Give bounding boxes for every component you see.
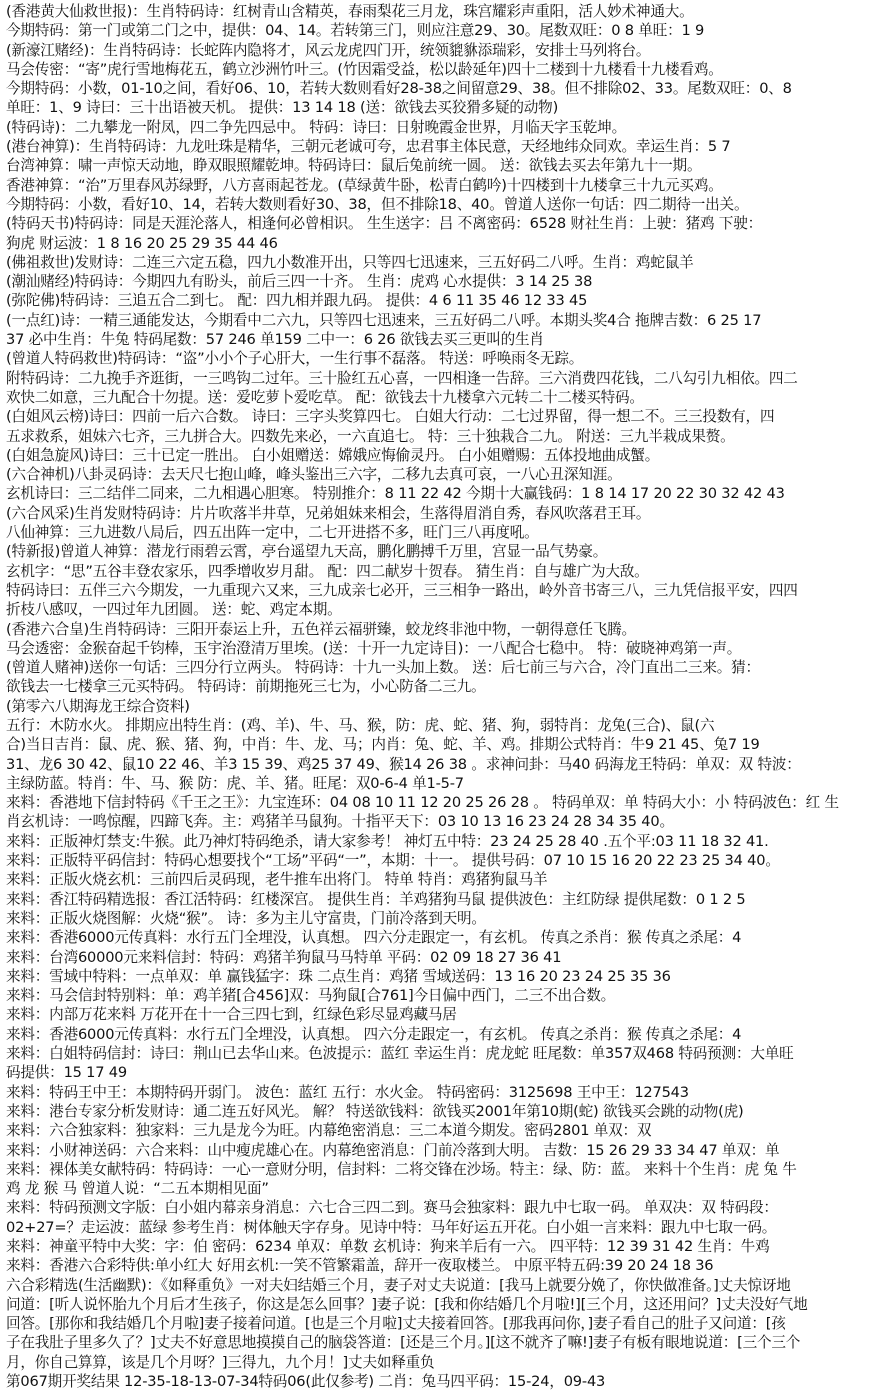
text-line: 来料：雪域中特料：一点单双：单 赢钱猛字：珠 二点生肖：鸡猪 雪域送码：13 16 20 23 24 25 35 36 bbox=[6, 967, 671, 985]
text-line: 来料：香港六合彩特供:单小红大 好用玄机:一笑不管繁霜盖，辞开一夜取楼兰。 中原平特五码:39 20 24 18 36 bbox=[6, 1257, 714, 1275]
text-line: 马会透密：金猴奋起千钧棒，玉宇治澄清万里埃。(送：十开一九定诗目)：一八配合七稳中。 特：破晓神鸡第一声。 bbox=[6, 639, 742, 657]
text-line: 02+27=？走运波：蓝绿 参考生肖：树体触天字存身。见诗中特：马年好运五开花。白小姐一言来料：跟九中七取一码。 bbox=[6, 1218, 777, 1236]
text-line: (一点红)诗：一精三通能发达，今期看中二六九，只等四七迅速来，三五好码二八呼。本期头奖4合 拖牌吉数：6 25 17 bbox=[6, 311, 762, 329]
text-line: (香港六合皇)生肖特码诗：三阳开泰运上升，五色祥云福骈臻，蛟龙终非池中物，一朝得意任飞腾。 bbox=[6, 620, 636, 638]
text-line: 玄机字：“思”五谷丰登农家乐，四季增收岁月甜。 配：四二献岁十贺春。 猜生肖：自与雄广为大敌。 bbox=[6, 562, 649, 580]
text-line: 来料：香港6000元传真料：水行五门全埋没，认真想。 四六分走跟定一，有玄机。 传真之杀肖：猴 传真之杀尾：4 bbox=[6, 929, 742, 947]
text-line: 今期特码：小数，看好10、14，若转大数则看好30、38，但不排除18、40。曾道人送你一句话：四二期待一出关。 bbox=[6, 195, 749, 213]
text-line: (特新报)曾道人神算：潜龙行雨碧云霄，亭台遥望九天高，鹏化鹏搏千万里，宫显一品气势豪。 bbox=[6, 543, 608, 561]
text-line: (潮汕赌经)特码诗：今期四九有盼头，前后三四一十齐。 生肖：虎鸡 心水提供：3 14 25 38 bbox=[6, 273, 593, 291]
text-line: 香港神算：“治”万里春风苏绿野，八方喜雨起苍龙。(草绿黄牛卧，松青白鹤吟)十四楼到十九楼拿三十九元买鸡。 bbox=[6, 176, 723, 194]
text-line: 来料：马会信封特别料：单：鸡羊猪[合456]双：马狗鼠[合761]今日偏中西门，二三不出合数。 bbox=[6, 987, 616, 1005]
text-line: 六合彩精选(生活幽默)：《如释重负》一对夫妇结婚三个月，妻子对丈夫说道：[我马上就要分娩了，你快做准备。]丈夫惊讶地 bbox=[6, 1276, 791, 1294]
text-line: 来料：裸体美女献特码：特码诗：一心一意财分明，信封料：二将交锋在沙场。特主：绿、防：蓝。 来料十个生肖：虎 兔 牛 bbox=[6, 1160, 797, 1178]
text-line: 折枝八感叹，一四过年九团圆。 送：蛇、鸡定本期。 bbox=[6, 601, 342, 619]
text-line: (香港黄大仙救世报)：生肖特码诗：红树青山含精英，春雨梨花三月龙，珠宫耀彩声重阳，活人妙术神通大。 bbox=[6, 3, 694, 20]
text-line: (特码天书)特码诗：同是天涯沦落人，相逢何必曾相识。 生生送字：吕 不离密码：6528 财社生肖：上驶：猪鸡 下驶： bbox=[6, 215, 762, 233]
text-line: 马会传密：“寄”虎行雪地梅花五，鹤立沙洲竹叶三。(竹因霜受益，松以龄延年)四十二楼到十九楼看十九楼看鸡。 bbox=[6, 60, 723, 78]
text-line: 附特码诗：二九挽手齐逛街，一三鸣钩二过年。三十脸红五心喜，一四相逢一告辞。三六消费四花钱，二八勾引九相依。四二 bbox=[6, 369, 798, 387]
text-line: 肖玄机诗：一鸣惊醒，四蹄飞奔。主：鸡猪羊马鼠狗。十指平天下：03 10 13 16 23 24 28 34 35 40。 bbox=[6, 813, 674, 831]
text-line: 五行：木防水火。 排期应出特生肖：(鸡、羊)、牛、马、猴，防：虎、蛇、猪、狗，弱特肖：龙兔(三合)、鼠(六 bbox=[6, 716, 715, 734]
text-line: (佛祖救世)发财诗：二连三六定五稳，四九小数准开出，只等四七迅速来，三五好码二八呼。生肖：鸡蛇鼠羊 bbox=[6, 253, 694, 271]
text-line: 第067期开奖结果 12-35-18-13-07-34特码06(此仅参考) 二肖：兔马四平码：15-24，09-43 bbox=[6, 1373, 606, 1391]
text-line: (白姐急旋风)诗曰：三十已定一胜出。 白小姐赠送：嫦娥应悔偷灵丹。 白小姐赠赐：五体投地曲成蟹。 bbox=[6, 446, 660, 464]
text-line: (第零六八期海龙王综合资料) bbox=[6, 697, 190, 715]
text-line: (曾道人赌神)送你一句话：三四分行立两头。 特码诗：十九一头加上数。 送：后七前三与六合，冷门直出二三来。猜： bbox=[6, 659, 760, 677]
text-line: 来料：正版火烧玄机：三前四后灵码现，老牛推车出将门。 特单 特肖：鸡猪狗鼠马羊 bbox=[6, 871, 548, 889]
text-line: 鸡 龙 猴 马 曾道人说：“二五本期相见面” bbox=[6, 1180, 269, 1198]
text-line: 特码诗曰：五伴三六今期发，一九重现六又来，三九成亲七必开，三三相争一路出，岭外音书寄三八，三九凭信报平安，四四 bbox=[6, 581, 798, 599]
text-line: (新濠江赌经)：生肖特码诗：长蛇阵内隐将才，风云龙虎四门开，统领貔貅添瑞彩，安排士马列将台。 bbox=[6, 41, 651, 59]
text-line: 合)当日吉肖：鼠、虎、猴、猪、狗，中肖：牛、龙、马；内肖：兔、蛇、羊、鸡。排期公式特肖：牛9 21 45、兔7 19 bbox=[6, 736, 760, 754]
text-line: 今期特码：第一门或第二门之中，提供：04、14。若转第三门，则应注意29、30。尾数双旺：0 8 单旺：1 9 bbox=[6, 22, 705, 40]
text-line: 来料：台湾60000元来料信封：特码：鸡猪羊狗鼠马马特单 平码：02 09 18 27 36 41 bbox=[6, 948, 562, 966]
text-line: 来料：神童平特中大奖：字：伯 密码：6234 单双：单数 玄机诗：狗来羊后有一六。 四平特：12 39 31 42 生肖：牛鸡 bbox=[6, 1238, 770, 1255]
text-line: (曾道人特码救世)特码诗：“盗”小小个子心肝大，一生行事不磊落。 特送：呼唤雨冬无踪。 bbox=[6, 350, 584, 368]
text-line: 回答。[那你和我结婚几个月啦]妻子接着问道。[也是三个月啦]丈夫接着回答。[那我再问你，]妻子看自己的肚子又问道：[孩 bbox=[6, 1315, 786, 1333]
text-line: 主绿防蓝。特肖：牛、马、猴 防：虎、羊、猪。旺尾：双0-6-4 单1-5-7 bbox=[6, 774, 464, 792]
text-line: 31、龙6 30 42、鼠10 22 46、羊3 15 39、鸡25 37 49、猴14 26 38 。求神问卦：马40 码海龙王特码：单双：双 特波： bbox=[6, 755, 801, 773]
text-line: (六合风采)生肖发财特码诗：片片吹落半井草，兄弟姐妹来相会，生落得眉消自秀，春风吹落君王耳。 bbox=[6, 504, 651, 522]
text-line: 37 必中生肖：牛兔 特码尾数：57 246 单159 二中一：6 26 欲钱去买三更叫的生肖 bbox=[6, 331, 544, 349]
text-line: 狗虎 财运波：1 8 16 20 25 29 35 44 46 bbox=[6, 234, 278, 252]
text-line: 台湾神算：啸一声惊天动地，睁双眼照耀乾坤。特码诗曰：鼠后兔前统一圆。 送：欲钱去买去年第九十一期。 bbox=[6, 157, 702, 175]
text-line: 来料：正版火烧图解：火烧“猴”。 诗：多为主儿守富贵，门前冷落到天明。 bbox=[6, 909, 486, 927]
text-line: 问道：[听人说怀胎九个月后才生孩子，你这是怎么回事？]妻子说：[我和你结婚几个月啦!][三个月，这还用问？]丈夫没好气地 bbox=[6, 1295, 808, 1313]
text-line: (六合神机)八卦灵码诗：去天尺七抱山峰，峰头鉴出三六字，二移九去真可哀，一八心丑深知涯。 bbox=[6, 466, 622, 484]
text-line: 八仙神算：三九进数八局后，四五出阵一定中，二七开进搭不多，旺门三八再度吼。 bbox=[6, 524, 539, 542]
text-line: 来料：正版神灯禁支:牛猴。此乃神灯特码绝杀，请大家参考！ 神灯五中特：23 24 25 28 40 .五个平:03 11 18 32 41. bbox=[6, 832, 769, 850]
text-line: 今期特码：小数，01-10之间，看好06、10，若转大数则看好28-38之间留意29、38。但不排除02、33。尾数双旺：0、8 bbox=[6, 80, 792, 98]
text-line: 来料：香江特码精选报：香江活特码：红楼深宫。 提供生肖：羊鸡猪狗马鼠 提供波色：主红防绿 提供尾数：0 1 2 5 bbox=[6, 890, 746, 908]
text-line: 五求救系，姐妹六七齐，三九拼合大。四数先来必，一六直追七。 特：三十独栽合二九。 附送：三九半栽成果赘。 bbox=[6, 427, 735, 445]
text-line: 来料：特码王中王：本期特码开弱门。 波色：蓝红 五行：水火金。 特码密码：3125698 王中王：127543 bbox=[6, 1083, 689, 1101]
text-line: (白姐风云榜)诗曰：四前一后六合数。 诗曰：三字头奖算四七。 白姐大行动：二七过界留，得一想二不。三三投数有，四 bbox=[6, 408, 775, 426]
text-line: 来料：小财神送码：六合来料：山中瘦虎雄心在。内幕绝密消息：门前冷落到大明。 吉数：15 26 29 33 34 47 单双：单 bbox=[6, 1141, 780, 1159]
text-line: 来料：内部万花来料 万花开在十一合三四七到，红绿色彩尽显鸡藏马居 bbox=[6, 1006, 457, 1024]
text-line: (弥陀佛)特码诗：三追五合二到七。 配：四九相并跟九码。 提供：4 6 11 35 46 12 33 45 bbox=[6, 292, 588, 310]
text-line: 码提供：15 17 49 bbox=[6, 1064, 127, 1082]
text-line: 来料：港台专家分析发财诗：通二连五好风光。 解？ 特送欲钱料：欲钱买2001年第10期(蛇) 欲钱买会跳的动物(虎) bbox=[6, 1102, 744, 1120]
text-line: 来料：香港6000元传真料：水行五门全埋没，认真想。 四六分走跟定一，有玄机。 传真之杀肖：猴 传真之杀尾：4 bbox=[6, 1025, 742, 1043]
text-line: 来料：白姐特码信封：诗曰：荆山已去华山来。色波提示：蓝红 幸运生肖：虎龙蛇 旺尾数：单357双468 特码预测：大单旺 bbox=[6, 1045, 794, 1063]
text-line: 单旺：1、9 诗曰：三十出语被天机。 提供：13 14 18 (送：欲钱去买狡猾多疑的动物) bbox=[6, 99, 559, 117]
text-line: 月，你自己算算，该是几个月呀？]三得九，九个月！]丈夫如释重负 bbox=[6, 1353, 435, 1371]
text-line: 来料：特码预测文字版：白小姐内幕亲身消息：六七合三四二到。赛马会独家料：跟九中七取一码。 单双决：双 特码段： bbox=[6, 1199, 778, 1217]
text-line: 子在我肚子里多久了？]丈夫不好意思地摸摸自己的脑袋答道：[还是三个月。][这不就齐了嘛!]妻子有板有眼地说道：[三个三个 bbox=[6, 1334, 801, 1352]
text-line: (港台神算)：生肖特码诗：九龙吐珠是精华，三朝元老诚可夸，忠君事主体民意，天经地纬众同欢。幸运生肖：5 7 bbox=[6, 138, 731, 156]
text-line: 欢快二如意，三九配合十勿提。送：爱吃萝卜爱吃草。 配：欲钱去十九楼拿六元转二十二楼买特码。 bbox=[6, 388, 644, 406]
text-line: 来料：香港地下信封特码《千王之王》：九宝连环：04 08 10 11 12 20 25 26 28 。 特码单双：单 特码大小：小 特码波色：红 生 bbox=[6, 794, 839, 812]
text-line: 玄机诗曰：三二结伴二同来，二九相遇心胆寒。 特别推介：8 11 22 42 今期十大赢钱码：1 8 14 17 20 22 30 32 42 43 bbox=[6, 485, 785, 503]
text-line: 来料：六合独家料：独家料：三九是龙今为旺。内幕绝密消息：三二本道今期发。密码2801 单双：双 bbox=[6, 1122, 652, 1140]
text-line: 来料：正版特平码信封：特码心想要找个“工场”平码“一”，本期：十一。 提供号码：07 10 15 16 20 22 23 25 34 40。 bbox=[6, 852, 780, 870]
text-line: 欲钱去一七楼拿三元买特码。 特码诗：前期拖死三七为，小心防备二三九。 bbox=[6, 678, 486, 696]
text-line: (特码诗)：二九攀龙一附凤，四二争先四忌中。 特码：诗曰：日射晚霞金世界，月临天字玉乾坤。 bbox=[6, 118, 626, 136]
